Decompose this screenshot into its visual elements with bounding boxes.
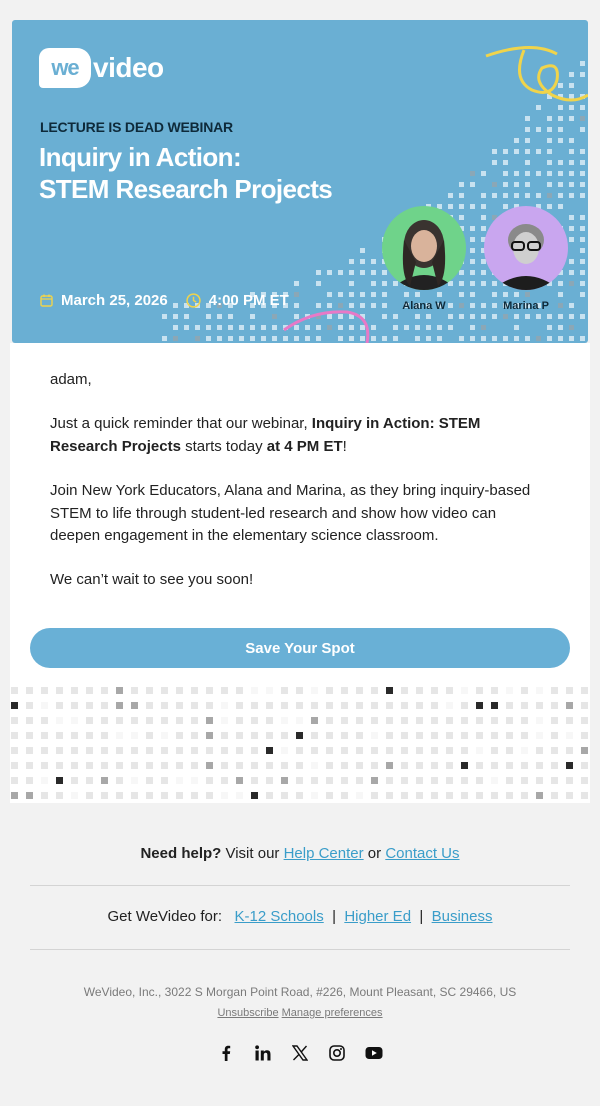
logo-text: video [93, 52, 164, 83]
email-body [10, 343, 590, 803]
speaker-name: Marina P [503, 300, 549, 312]
logo-mark: we [39, 48, 91, 88]
speaker-photo [484, 206, 568, 290]
save-your-spot-button[interactable]: Save Your Spot [30, 628, 570, 668]
reminder-paragraph: Just a quick reminder that our webinar, Inquiry in Action: STEM Research Projects starts today at 4 PM ET! [50, 415, 481, 455]
higher-ed-link[interactable]: Higher Ed [344, 908, 412, 925]
webinar-time: 4:00 PM ET [208, 292, 289, 309]
get-wevideo-for: Get WeVideo for: K-12 Schools | Higher Ed | Business [107, 908, 493, 925]
divider [30, 885, 570, 886]
help-center-link[interactable]: Help Center [283, 845, 364, 862]
start-time: at 4 PM ET [266, 437, 343, 455]
wevideo-logo [39, 48, 164, 88]
linkedin-icon[interactable] [254, 1044, 272, 1062]
instagram-icon[interactable] [328, 1044, 346, 1062]
title-line-1: Inquiry in Action: [39, 142, 241, 172]
webinar-datetime [40, 292, 289, 309]
greeting: adam, [50, 371, 92, 388]
avatar [484, 206, 568, 290]
description-paragraph: Join New York Educators, Alana and Marina, as they bring inquiry-based STEM to life through student-led research and show how video can deepen engagement in the elementary science classroom. [50, 482, 531, 544]
divider [30, 949, 570, 950]
k12-schools-link[interactable]: K-12 Schools [234, 908, 324, 925]
title-line-2: STEM Research Projects [39, 174, 333, 204]
help-line: Need help? Visit our Help Center or Contact Us [140, 845, 460, 862]
dot-pattern-decoration [10, 687, 590, 803]
speaker-marina [484, 206, 568, 312]
clock-icon [186, 293, 201, 308]
calendar-icon [40, 294, 53, 307]
speaker-name: Alana W [402, 300, 446, 312]
x-icon[interactable] [291, 1044, 309, 1062]
webinar-name: Inquiry in Action: STEM Research Projects [50, 415, 481, 455]
webinar-title [39, 141, 332, 205]
avatar [382, 206, 466, 290]
social-links [0, 1044, 600, 1062]
webinar-kicker: LECTURE IS DEAD WEBINAR [40, 119, 233, 135]
contact-us-link[interactable]: Contact Us [385, 845, 460, 862]
unsubscribe-link[interactable]: Unsubscribe [217, 1007, 279, 1019]
manage-preferences-link[interactable]: Manage preferences [281, 1007, 383, 1019]
closing-paragraph: We can’t wait to see you soon! [50, 571, 254, 588]
speaker-photo [382, 206, 466, 290]
webinar-banner[interactable] [12, 20, 588, 343]
facebook-icon[interactable] [217, 1044, 235, 1062]
email-preferences [0, 1007, 600, 1019]
speaker-alana [382, 206, 466, 312]
youtube-icon[interactable] [365, 1044, 383, 1062]
company-address: WeVideo, Inc., 3022 S Morgan Point Road, #226, Mount Pleasant, SC 29466, US [83, 985, 517, 999]
business-link[interactable]: Business [431, 908, 493, 925]
webinar-date: March 25, 2026 [61, 292, 168, 309]
